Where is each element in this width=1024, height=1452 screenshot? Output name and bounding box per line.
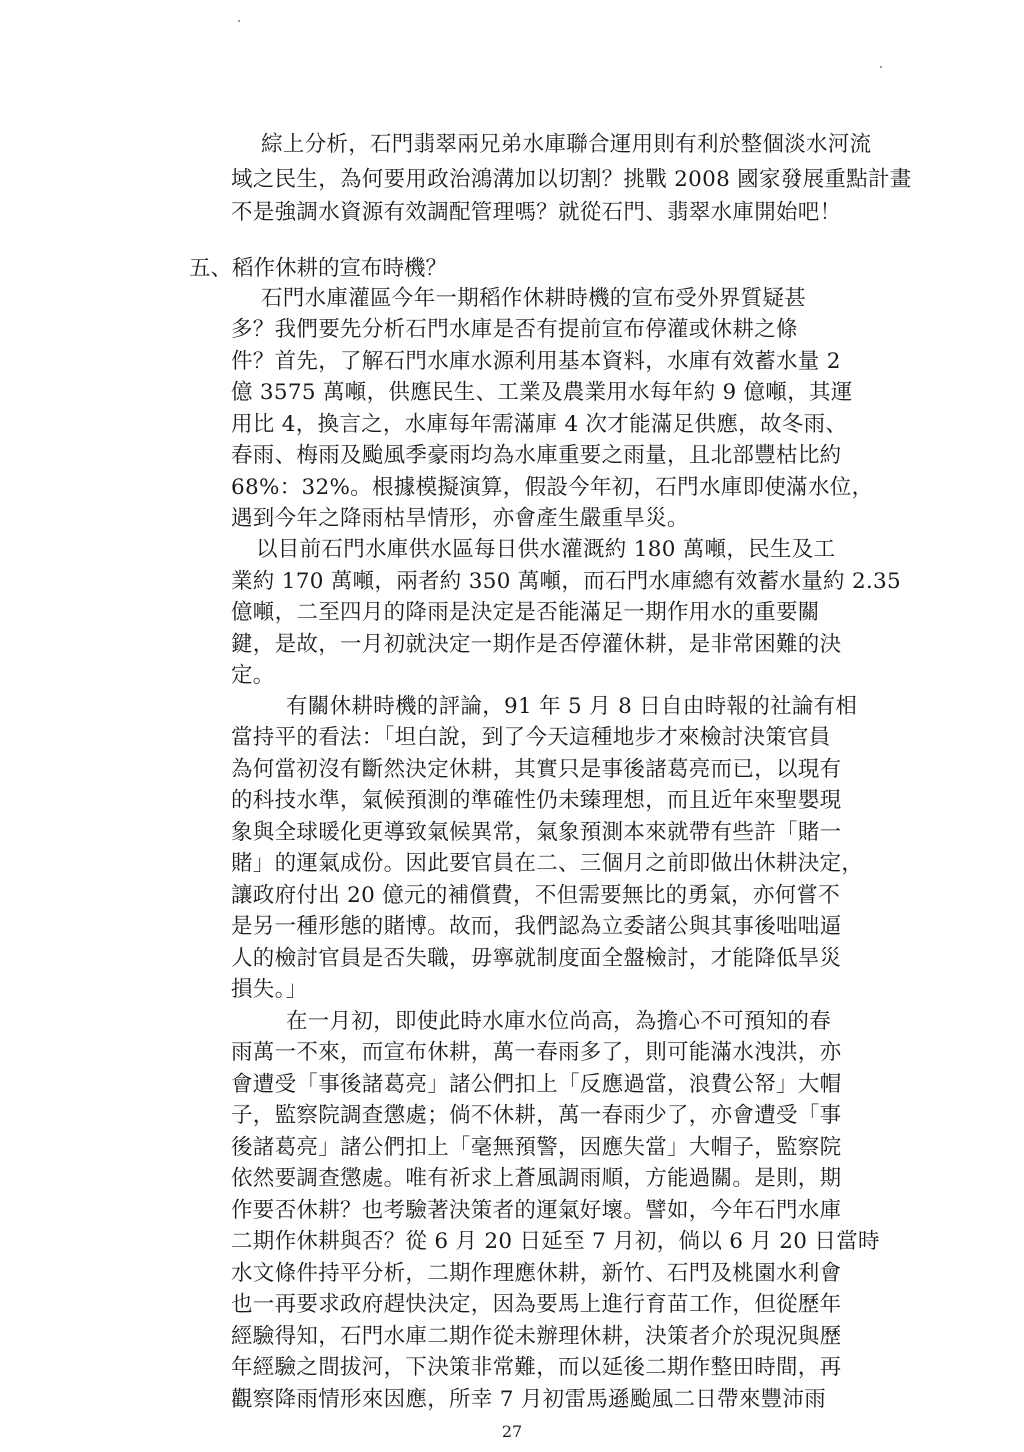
- section-heading: 五、稻作休耕的宣布時機？: [189, 256, 448, 281]
- paragraph-5-line-1: 在一月初，即使此時水庫水位尚高，為擔心不可預知的春: [286, 1009, 832, 1034]
- paragraph-4-line-1: 有關休耕時機的評論，91 年 5 月 8 日自由時報的社論有相: [286, 694, 858, 719]
- scan-speck: [238, 20, 240, 22]
- paragraph-4-line-10: 損失。」: [231, 977, 308, 1002]
- paragraph-1-line-1: 綜上分析，石門翡翠兩兄弟水庫聯合運用則有利於整個淡水河流: [261, 132, 872, 157]
- scan-speck: [880, 66, 882, 68]
- paragraph-5-line-4: 子，監察院調查懲處；倘不休耕，萬一春雨少了，亦會遭受「事: [231, 1103, 842, 1128]
- paragraph-5-line-2: 雨萬一不來，而宣布休耕，萬一春雨多了，則可能滿水洩洪，亦: [231, 1040, 842, 1065]
- paragraph-5-line-9: 水文條件持平分析，二期作理應休耕，新竹、石門及桃園水利會: [231, 1261, 842, 1286]
- paragraph-4-line-9: 人的檢討官員是否失職，毋寧就制度面全盤檢討，才能降低旱災: [231, 946, 842, 971]
- paragraph-5-line-3: 會遭受「事後諸葛亮」諸公們扣上「反應過當，浪費公帑」大帽: [231, 1072, 842, 1097]
- paragraph-1-line-2: 域之民生，為何要用政治鴻溝加以切割？挑戰 2008 國家發展重點計畫: [231, 167, 912, 192]
- paragraph-5-line-11: 經驗得知，石門水庫二期作從未辦理休耕，決策者介於現況與歷: [231, 1324, 842, 1349]
- paragraph-2-line-2: 多？我們要先分析石門水庫是否有提前宣布停灌或休耕之條: [231, 317, 798, 342]
- paragraph-4-line-2: 當持平的看法：「坦白說，到了今天這種地步才來檢討決策官員: [231, 725, 831, 750]
- paragraph-4-line-5: 象與全球暖化更導致氣候異常，氣象預測本來就帶有些許「賭一: [231, 820, 842, 845]
- paragraph-2-line-7: 68%：32%。根據模擬演算，假設今年初，石門水庫即使滿水位，: [231, 475, 874, 500]
- paragraph-5-line-10: 也一再要求政府趕快決定，因為要馬上進行育苗工作，但從歷年: [231, 1292, 842, 1317]
- paragraph-2-line-4: 億 3575 萬噸，供應民生、工業及農業用水每年約 9 億噸，其運: [231, 380, 853, 405]
- paragraph-5-line-13: 觀察降雨情形來因應，所幸 7 月初雷馬遜颱風二日帶來豐沛雨: [231, 1387, 827, 1412]
- paragraph-3-line-4: 鍵，是故，一月初就決定一期作是否停灌休耕，是非常困難的決: [231, 632, 842, 657]
- paragraph-5-line-12: 年經驗之間拔河，下決策非常難，而以延後二期作整田時間，再: [231, 1355, 842, 1380]
- paragraph-4-line-4: 的科技水準，氣候預測的準確性仍未臻理想，而且近年來聖嬰現: [231, 788, 842, 813]
- paragraph-5-line-5: 後諸葛亮」諸公們扣上「毫無預警，因應失當」大帽子，監察院: [231, 1135, 842, 1160]
- paragraph-1-line-3: 不是強調水資源有效調配管理嗎？就從石門、翡翠水庫開始吧！: [231, 200, 842, 225]
- paragraph-2-line-5: 用比 4，換言之，水庫每年需滿庫 4 次才能滿足供應，故冬雨、: [231, 412, 848, 437]
- paragraph-5-line-7: 作要否休耕？也考驗著決策者的運氣好壞。譬如，今年石門水庫: [231, 1198, 842, 1223]
- paragraph-5-line-6: 依然要調查懲處。唯有祈求上蒼風調雨順，方能過關。是則，期: [231, 1166, 842, 1191]
- paragraph-5-line-8: 二期作休耕與否？從 6 月 20 日延至 7 月初，倘以 6 月 20 日當時: [231, 1229, 880, 1254]
- paragraph-4-line-7: 讓政府付出 20 億元的補償費，不但需要無比的勇氣，亦何嘗不: [231, 883, 841, 908]
- paragraph-3-line-3: 億噸，二至四月的降雨是決定是否能滿足一期作用水的重要關: [231, 600, 820, 625]
- paragraph-3-line-5: 定。: [231, 663, 275, 688]
- paragraph-4-line-6: 賭」的運氣成份。因此要官員在二、三個月之前即做出休耕決定，: [231, 851, 864, 876]
- paragraph-2-line-3: 件？首先，了解石門水庫水源利用基本資料，水庫有效蓄水量 2: [231, 349, 841, 374]
- paragraph-3-line-2: 業約 170 萬噸，兩者約 350 萬噸，而石門水庫總有效蓄水量約 2.35: [231, 569, 902, 594]
- paragraph-2-line-1: 石門水庫灌區今年一期稻作休耕時機的宣布受外界質疑甚: [261, 286, 807, 311]
- paragraph-2-line-6: 春雨、梅雨及颱風季豪雨均為水庫重要之雨量，且北部豐枯比約: [231, 443, 842, 468]
- page-number: 27: [501, 1422, 523, 1441]
- paragraph-3-line-1: 以目前石門水庫供水區每日供水灌溉約 180 萬噸，民生及工: [256, 537, 836, 562]
- paragraph-4-line-8: 是另一種形態的賭博。故而，我們認為立委諸公與其事後咄咄逼: [231, 914, 842, 939]
- paragraph-4-line-3: 為何當初沒有斷然決定休耕，其實只是事後諸葛亮而已，以現有: [231, 757, 842, 782]
- paragraph-2-line-8: 遇到今年之降雨枯旱情形，亦會產生嚴重旱災。: [231, 506, 689, 531]
